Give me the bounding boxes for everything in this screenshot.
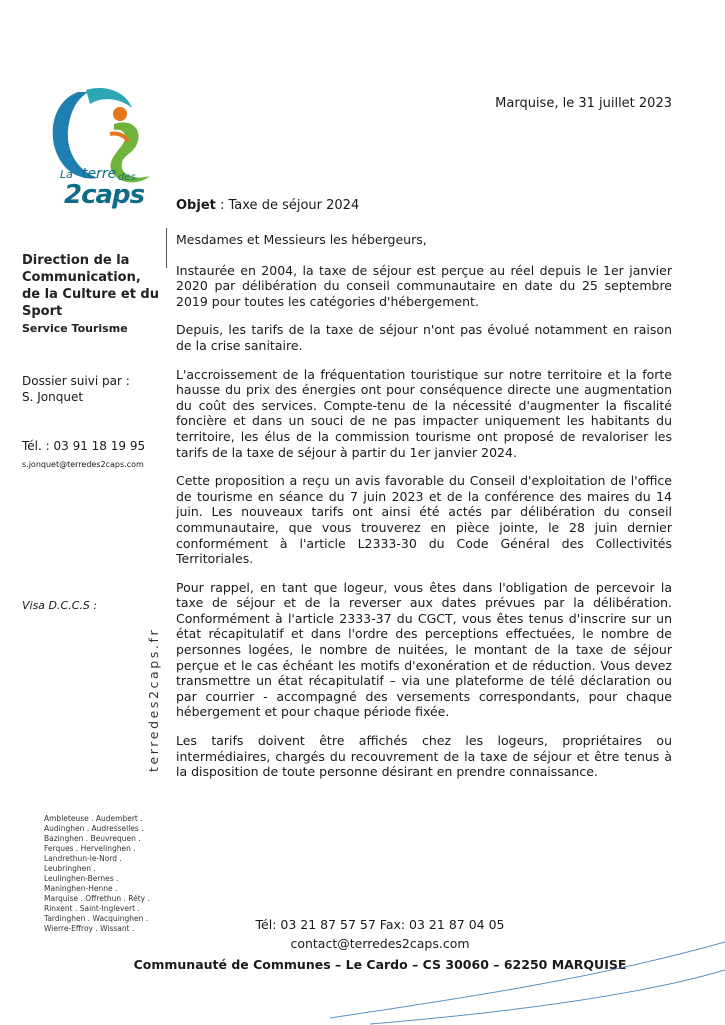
communes-list (44, 814, 164, 934)
paragraph-2: Depuis, les tarifs de la taxe de séjour n'ont pas évolué notamment en raison de la crise sanitaire. (176, 322, 672, 353)
footer-address: Communauté de Communes – Le Cardo – CS 30060 – 62250 MARQUISE (133, 957, 627, 972)
logo-teal-swoosh (86, 88, 132, 108)
department-block (22, 252, 162, 337)
logo-wordmark (60, 168, 150, 216)
commune-line: Leubringhen . (44, 864, 96, 873)
letter-body (176, 232, 672, 793)
footer-email: contact@terredes2caps.com (290, 936, 470, 951)
commune-line: Wierre-Effroy . Wissant . (44, 924, 135, 933)
department-name: Direction de la Communication, de la Culture et du Sport (22, 253, 159, 319)
contact-phone: Tél. : 03 91 18 19 95 (22, 439, 146, 453)
commune-line: Leulinghen-Bernes . (44, 874, 119, 883)
letter-subject (176, 198, 359, 213)
commune-line: Ambleteuse . Audembert . (44, 814, 143, 823)
service-name: Service Tourisme (22, 322, 128, 335)
subject-text: : Taxe de séjour 2024 (220, 198, 360, 213)
paragraph-3: L'accroissement de la fréquentation touristique sur notre territoire et la forte hausse du prix des énergies ont pour conséquence directe une augmentation du coût des services. Compte-tenu de la nécessité d'augmenter la fiscalité foncière et dans un souci de ne pas impacter uniquement les habitants du territoire, les élus de la commission tourisme ont proposé de revaloriser les tarifs de la taxe de séjour à partir du 1er janvier 2024. (176, 366, 672, 460)
commune-line: Rinxent . Saint-Inglevert . (44, 904, 140, 913)
logo-des-text: des (118, 172, 136, 183)
commune-line: Ferques . Hervelinghen . (44, 844, 136, 853)
website-vertical-text: terredes2caps.fr (146, 627, 161, 772)
subject-label: Objet (176, 198, 216, 213)
commune-line: Landrethun-le-Nord . (44, 854, 122, 863)
divider-line (166, 228, 167, 268)
paragraph-1: Instaurée en 2004, la taxe de séjour est perçue au réel depuis le 1er janvier 2020 par délibération du conseil communautaire en date du 25 septembre 2019 pour toutes les catégories d'hébergement. (176, 262, 672, 309)
commune-line: Tardinghen . Wacquinghen . (44, 914, 149, 923)
paragraph-5: Pour rappel, en tant que logeur, vous êtes dans l'obligation de percevoir la taxe de séjour et de la reverser aux dates prévues par la délibération. Conformément à l'article 2333-37 du CGCT, vous êtes tenus d'inscrire sur un état récapitulatif et dans l'ordre des perceptions effectuées, le nombre de personnes logées, le nombre de nuitées, le montant de la taxe de séjour perçue et le cas échéant les motifs d'exonération et de réduction. Vous devez transmettre un état récapitulatif – via une plateforme de télé déclaration ou par courrier - accompagné des versements correspondants, pour chaque hébergement et pour chaque période fixée. (176, 579, 672, 720)
salutation: Mesdames et Messieurs les hébergeurs, (176, 232, 427, 247)
footer-decorative-curves (330, 940, 725, 1025)
logo-orange-dot (113, 107, 127, 121)
footer-phones: Tél: 03 21 87 57 57 Fax: 03 21 87 04 05 (255, 917, 505, 932)
dossier-name: S. Jonquet (22, 390, 84, 404)
visa-label: Visa D.C.C.S : (22, 599, 98, 612)
paragraph-6: Les tarifs doivent être affichés chez les logeurs, propriétaires ou intermédiaires, chargés du recouvrement de la taxe de séjour et être tenus à la disposition de toute personne désirant en prendre connaissance. (176, 733, 672, 780)
commune-line: Audinghen . Audresselles . (44, 824, 144, 833)
logo-la-text: La (60, 168, 73, 181)
commune-line: Maninghen-Henne . (44, 884, 118, 893)
paragraph-4: Cette proposition a reçu un avis favorable du Conseil d'exploitation de l'office de tourisme en séance du 7 juin 2023 et de la conférence des maires du 14 juin. Les nouveaux tarifs ont ainsi été actés par délibération du conseil communautaire, que vous trouverez en pièce jointe, le 28 juin dernier conformément à l'article L2333-30 du Code Général des Collectivités Territoriales. (176, 473, 672, 567)
dossier-block (22, 373, 152, 405)
dossier-label: Dossier suivi par : (22, 374, 130, 388)
letter-date: Marquise, le 31 juillet 2023 (495, 96, 672, 111)
contact-email: s.jonquet@terredes2caps.com (22, 460, 144, 469)
commune-line: Marquise . Offrethun . Réty . (44, 894, 150, 903)
commune-line: Bazinghen . Beuvrequen . (44, 834, 141, 843)
logo-terre-text: terre (82, 166, 117, 182)
logo-caps-text: 2caps (64, 180, 145, 210)
